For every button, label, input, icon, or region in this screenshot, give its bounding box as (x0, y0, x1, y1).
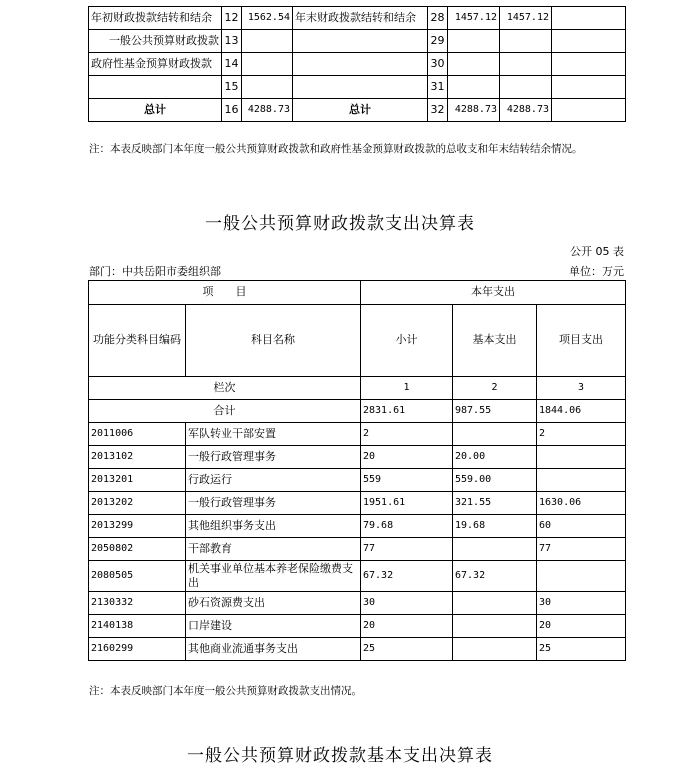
subtotal-cell: 20 (361, 615, 453, 638)
subtotal-cell: 30 (361, 592, 453, 615)
row-value (500, 53, 552, 76)
account-code: 2130332 (89, 592, 186, 615)
account-name: 行政运行 (186, 469, 361, 492)
account-name: 其他商业流通事务支出 (186, 638, 361, 661)
total-project: 1844.06 (537, 400, 626, 423)
summary-note: 注：本表反映部门本年度一般公共预算财政拨款和政府性基金预算财政拨款的总收支和年末结转结余情况。 (89, 143, 583, 155)
expenditure-table (88, 280, 626, 661)
basic-cell (453, 638, 537, 661)
account-code: 2013299 (89, 515, 186, 538)
row-number: 14 (222, 53, 242, 76)
table-row (89, 638, 626, 661)
table-row (89, 492, 626, 515)
table-row (89, 99, 626, 122)
account-code: 2140138 (89, 615, 186, 638)
empty-cell (552, 7, 626, 30)
project-cell: 30 (537, 592, 626, 615)
row-value: 1562.54 (242, 7, 293, 30)
account-code: 2013201 (89, 469, 186, 492)
row-value (448, 30, 500, 53)
column-index-2: 2 (453, 377, 537, 400)
basic-cell: 321.55 (453, 492, 537, 515)
account-code: 2013202 (89, 492, 186, 515)
row-value: 4288.73 (242, 99, 293, 122)
project-cell (537, 446, 626, 469)
row-number: 32 (428, 99, 448, 122)
row-number: 29 (428, 30, 448, 53)
account-code: 2080505 (89, 561, 186, 592)
subtotal-cell: 2 (361, 423, 453, 446)
basic-cell (453, 615, 537, 638)
row-value (500, 76, 552, 99)
table-row (89, 615, 626, 638)
subtotal-cell: 25 (361, 638, 453, 661)
project-cell: 2 (537, 423, 626, 446)
project-cell: 25 (537, 638, 626, 661)
table-row (89, 446, 626, 469)
basic-cell (453, 423, 537, 446)
row-value (242, 30, 293, 53)
subtotal-cell: 79.68 (361, 515, 453, 538)
header-basic: 基本支出 (453, 305, 537, 377)
row-number: 30 (428, 53, 448, 76)
basic-cell: 67.32 (453, 561, 537, 592)
account-code: 2011006 (89, 423, 186, 446)
header-subtotal: 小计 (361, 305, 453, 377)
project-cell: 77 (537, 538, 626, 561)
section-title: 一般公共预算财政拨款支出决算表 (205, 214, 475, 234)
table-row (89, 561, 626, 592)
row-value: 1457.12 (500, 7, 552, 30)
row-value (242, 76, 293, 99)
account-name: 其他组织事务支出 (186, 515, 361, 538)
row-label: 年末财政拨款结转和结余 (293, 7, 428, 30)
table-row (89, 7, 626, 30)
basic-cell: 559.00 (453, 469, 537, 492)
account-name: 干部教育 (186, 538, 361, 561)
basic-cell (453, 538, 537, 561)
row-number: 15 (222, 76, 242, 99)
table-row (89, 53, 626, 76)
empty-cell (552, 53, 626, 76)
empty-cell (552, 30, 626, 53)
row-label: 总计 (89, 99, 222, 122)
table-row (89, 515, 626, 538)
account-name: 军队转业干部安置 (186, 423, 361, 446)
account-name: 一般行政管理事务 (186, 446, 361, 469)
row-number: 13 (222, 30, 242, 53)
table-row (89, 30, 626, 53)
row-label (293, 30, 428, 53)
row-label: 政府性基金预算财政拨款 (89, 53, 222, 76)
row-value: 1457.12 (448, 7, 500, 30)
row-label (293, 76, 428, 99)
row-number: 28 (428, 7, 448, 30)
expenditure-note: 注：本表反映部门本年度一般公共预算财政拨款支出情况。 (89, 685, 362, 697)
header-project: 项目支出 (537, 305, 626, 377)
row-label: 总计 (293, 99, 428, 122)
basic-cell: 19.68 (453, 515, 537, 538)
subtotal-cell: 20 (361, 446, 453, 469)
total-row (89, 400, 626, 423)
project-cell: 1630.06 (537, 492, 626, 515)
column-index-label: 栏次 (89, 377, 361, 400)
account-code: 2160299 (89, 638, 186, 661)
row-label (89, 76, 222, 99)
row-value (448, 76, 500, 99)
row-value: 4288.73 (500, 99, 552, 122)
row-value (448, 53, 500, 76)
basic-cell (453, 592, 537, 615)
subtotal-cell: 67.32 (361, 561, 453, 592)
total-basic: 987.55 (453, 400, 537, 423)
account-name: 机关事业单位基本养老保险缴费支出 (186, 561, 361, 592)
total-subtotal: 2831.61 (361, 400, 453, 423)
table-row (89, 592, 626, 615)
header-item: 项 目 (89, 281, 361, 305)
project-cell: 60 (537, 515, 626, 538)
column-index-3: 3 (537, 377, 626, 400)
empty-cell (552, 99, 626, 122)
basic-cell: 20.00 (453, 446, 537, 469)
unit-label: 单位：万元 (569, 265, 624, 278)
table-row (89, 469, 626, 492)
subtotal-cell: 77 (361, 538, 453, 561)
column-index-1: 1 (361, 377, 453, 400)
form-number: 公开 05 表 (570, 245, 624, 258)
total-label: 合计 (89, 400, 361, 423)
summary-table (88, 6, 626, 122)
header-name: 科目名称 (186, 305, 361, 377)
project-cell (537, 561, 626, 592)
row-label (293, 53, 428, 76)
header-code: 功能分类科目编码 (89, 305, 186, 377)
header-current-year: 本年支出 (361, 281, 626, 305)
account-code: 2013102 (89, 446, 186, 469)
subtotal-cell: 559 (361, 469, 453, 492)
next-section-title: 一般公共预算财政拨款基本支出决算表 (187, 746, 493, 766)
row-label: 年初财政拨款结转和结余 (89, 7, 222, 30)
row-number: 31 (428, 76, 448, 99)
subtotal-cell: 1951.61 (361, 492, 453, 515)
account-name: 一般行政管理事务 (186, 492, 361, 515)
account-code: 2050802 (89, 538, 186, 561)
account-name: 口岸建设 (186, 615, 361, 638)
project-cell (537, 469, 626, 492)
department-label: 部门：中共岳阳市委组织部 (89, 265, 221, 278)
row-value (500, 30, 552, 53)
row-label: 一般公共预算财政拨款 (89, 30, 222, 53)
row-number: 16 (222, 99, 242, 122)
account-name: 砂石资源费支出 (186, 592, 361, 615)
empty-cell (552, 76, 626, 99)
table-row (89, 76, 626, 99)
row-value (242, 53, 293, 76)
project-cell: 20 (537, 615, 626, 638)
row-number: 12 (222, 7, 242, 30)
table-row (89, 423, 626, 446)
table-row (89, 538, 626, 561)
row-value: 4288.73 (448, 99, 500, 122)
